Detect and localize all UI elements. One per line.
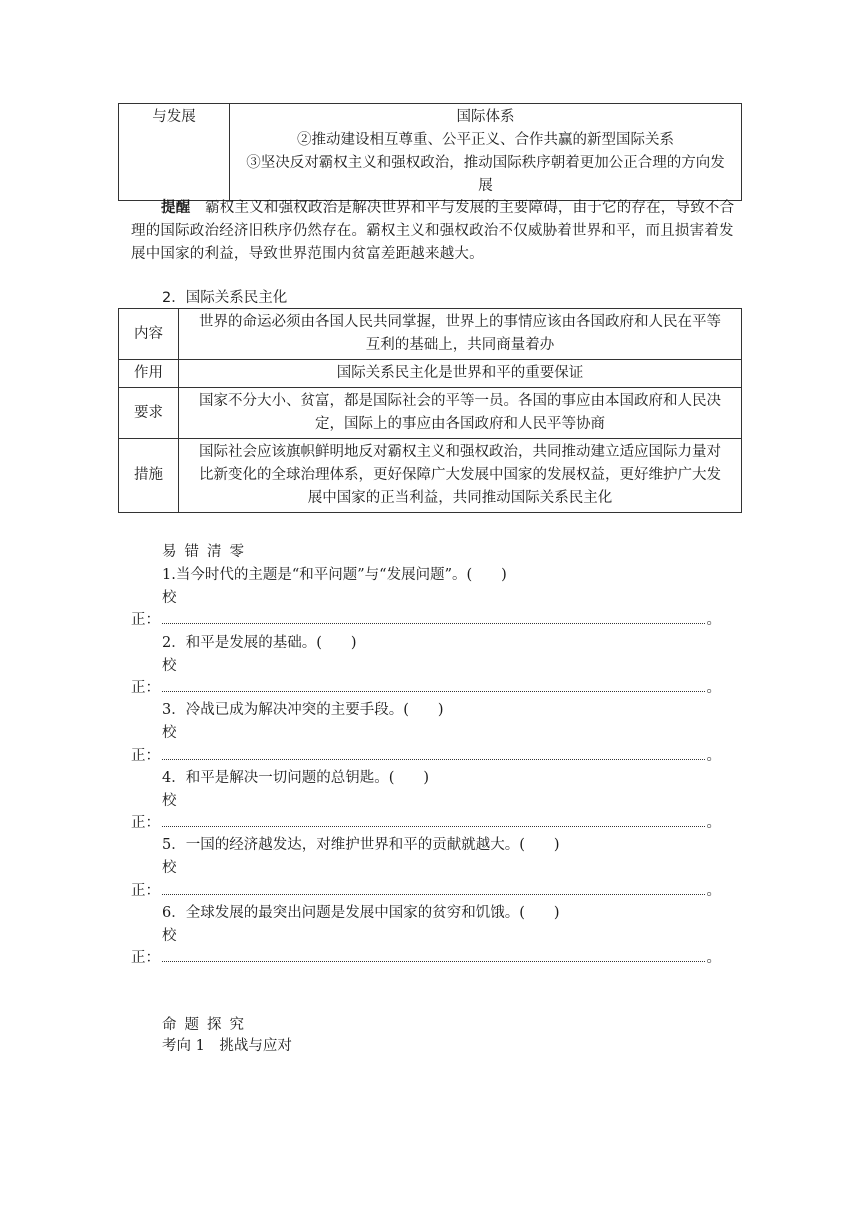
- correction-top: 校: [162, 793, 177, 809]
- correction-line: 正： 。: [131, 612, 721, 628]
- answer-blank[interactable]: [162, 950, 705, 962]
- table-row-header: 与发展: [119, 104, 230, 201]
- table-cell: 世界的命运必须由各国人民共同掌握，世界上的事情应该由各国政府和人民在平等 互利的基础上，共同商量着办: [179, 309, 742, 360]
- error-item-3: 3．冷战已成为解决冲突的主要手段。( ): [162, 702, 444, 718]
- table-cell: 国际关系民主化是世界和平的重要保证: [179, 360, 742, 388]
- correction-top: 校: [162, 860, 177, 876]
- table-row: [119, 360, 742, 388]
- answer-blank[interactable]: [162, 748, 705, 760]
- correction-line: 正： 。: [131, 680, 721, 696]
- table-cell: 国际体系 ②推动建设相互尊重、公平正义、合作共赢的新型国际关系 ③坚决反对霸权主义和强权政治，推动国际秩序朝着更加公正合理的方向发 展: [230, 104, 742, 201]
- error-item-2: 2．和平是发展的基础。( ): [162, 635, 357, 651]
- section-title: 2．国际关系民主化: [162, 290, 288, 306]
- development-table: [118, 103, 742, 201]
- direction-title: 考向 1 挑战与应对: [162, 1038, 292, 1054]
- table-row: [119, 309, 742, 360]
- correction-top: 校: [162, 928, 177, 944]
- table-cell: 国际社会应该旗帜鲜明地反对霸权主义和强权政治，共同推动建立适应国际力量对 比新变化的全球治理体系，更好保障广大发展中国家的发展权益，更好维护广大发 展中国家的正当利益，共同推动国际关系民主化: [179, 439, 742, 513]
- correction-line: 正： 。: [131, 815, 721, 831]
- row-head-content: 内容: [119, 309, 179, 360]
- correction-top: 校: [162, 725, 177, 741]
- error-item-4: 4．和平是解决一切问题的总钥匙。( ): [162, 770, 430, 786]
- row-head-requirement: 要求: [119, 388, 179, 439]
- reminder-note: [131, 197, 743, 266]
- row-head-measures: 措施: [119, 439, 179, 513]
- row-head-role: 作用: [119, 360, 179, 388]
- answer-blank[interactable]: [162, 883, 705, 895]
- table-cell: 国家不分大小、贫富，都是国际社会的平等一员。各国的事应由本国政府和人民决 定，国际上的事应由各国政府和人民平等协商: [179, 388, 742, 439]
- reminder-text: 霸权主义和强权政治是解决世界和平与发展的主要障碍，由于它的存在，导致不合理的国际政治经济旧秩序仍然存在。霸权主义和强权政治不仅威胁着世界和平，而且损害着发展中国家的利益，导致世界范围内贫富差距越来越大。: [131, 200, 735, 262]
- error-item-1: 1.当今时代的主题是“和平问题”与“发展问题”。( ): [162, 567, 507, 583]
- answer-blank[interactable]: [162, 680, 705, 692]
- answer-blank[interactable]: [162, 815, 705, 827]
- correction-line: 正： 。: [131, 883, 721, 899]
- errors-heading: 易错清零: [162, 544, 252, 560]
- table-row: [119, 388, 742, 439]
- correction-top: 校: [162, 590, 177, 606]
- correction-line: 正： 。: [131, 748, 721, 764]
- error-item-6: 6．全球发展的最突出问题是发展中国家的贫穷和饥饿。( ): [162, 905, 560, 921]
- correction-line: 正： 。: [131, 950, 721, 966]
- explore-heading: 命题探究: [162, 1017, 252, 1033]
- table-row: [119, 439, 742, 513]
- democratization-table: [118, 308, 742, 513]
- reminder-label: 提醒: [161, 200, 191, 216]
- correction-top: 校: [162, 658, 177, 674]
- error-item-5: 5．一国的经济越发达，对维护世界和平的贡献就越大。( ): [162, 837, 560, 853]
- answer-blank[interactable]: [162, 612, 705, 624]
